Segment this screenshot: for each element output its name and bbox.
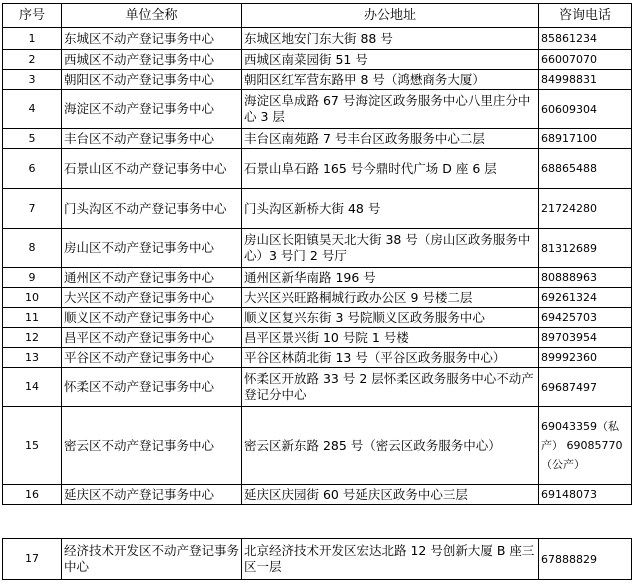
header-no: 序号 — [3, 4, 62, 28]
phone-number: 89703954 — [539, 328, 632, 348]
row-number: 6 — [3, 149, 62, 189]
unit-name: 东城区不动产登记事务中心 — [62, 28, 242, 50]
phone-number: 67888829 — [539, 539, 632, 580]
office-address: 北京经济技术开发区宏达北路 12 号创新大厦 B 座三区一层 — [242, 539, 539, 580]
office-address: 平谷区林荫北街 13 号（平谷区政务服务中心） — [242, 348, 539, 368]
row-number: 13 — [3, 348, 62, 368]
unit-name: 经济技术开发区不动产登记事务中心 — [62, 539, 242, 580]
unit-name: 房山区不动产登记事务中心 — [62, 229, 242, 268]
phone-number: 84998831 — [539, 70, 632, 90]
office-address: 怀柔区开放路 33 号 2 层怀柔区政务服务中心不动产登记分中心 — [242, 368, 539, 407]
unit-name: 密云区不动产登记事务中心 — [62, 407, 242, 485]
phone-number: 68917100 — [539, 129, 632, 149]
office-address: 石景山阜石路 165 号今鼎时代广场 D 座 6 层 — [242, 149, 539, 189]
table-row — [3, 308, 632, 328]
unit-name: 通州区不动产登记事务中心 — [62, 268, 242, 288]
phone-number: 68865488 — [539, 149, 632, 189]
unit-name: 怀柔区不动产登记事务中心 — [62, 368, 242, 407]
row-number: 17 — [3, 539, 62, 580]
unit-name: 大兴区不动产登记事务中心 — [62, 288, 242, 308]
phone-number: 69261324 — [539, 288, 632, 308]
unit-name: 门头沟区不动产登记事务中心 — [62, 189, 242, 229]
office-address: 密云区新东路 285 号（密云区政务服务中心） — [242, 407, 539, 485]
table-row — [3, 50, 632, 70]
phone-number: 21724280 — [539, 189, 632, 229]
row-number: 2 — [3, 50, 62, 70]
unit-name: 丰台区不动产登记事务中心 — [62, 129, 242, 149]
office-address: 大兴区兴旺路桐城行政办公区 9 号楼二层 — [242, 288, 539, 308]
phone-number: 69043359（私产） 69085770（公产） — [539, 407, 632, 485]
office-address: 房山区长阳镇昊天北大街 38 号（房山区政务服务中心）3 号门 2 号厅 — [242, 229, 539, 268]
row-number: 8 — [3, 229, 62, 268]
unit-name: 昌平区不动产登记事务中心 — [62, 328, 242, 348]
phone-number: 85861234 — [539, 28, 632, 50]
table-row — [3, 288, 632, 308]
office-address: 西城区南菜园街 51 号 — [242, 50, 539, 70]
office-address: 朝阳区红军营东路甲 8 号（鸿懋商务大厦） — [242, 70, 539, 90]
phone-number: 81312689 — [539, 229, 632, 268]
phone-number: 80888963 — [539, 268, 632, 288]
phone-number: 69687497 — [539, 368, 632, 407]
office-address: 通州区新华南路 196 号 — [242, 268, 539, 288]
table-row — [3, 348, 632, 368]
unit-name: 平谷区不动产登记事务中心 — [62, 348, 242, 368]
office-address: 顺义区复兴东街 3 号院顺义区政务服务中心 — [242, 308, 539, 328]
table-row — [3, 485, 632, 505]
table-row — [3, 229, 632, 268]
unit-name: 顺义区不动产登记事务中心 — [62, 308, 242, 328]
row-number: 9 — [3, 268, 62, 288]
row-number: 10 — [3, 288, 62, 308]
row-number: 14 — [3, 368, 62, 407]
phone-number: 69148073 — [539, 485, 632, 505]
row-number: 3 — [3, 70, 62, 90]
supplementary-table — [2, 538, 632, 580]
row-number: 7 — [3, 189, 62, 229]
table-header-row — [3, 4, 632, 28]
office-address: 延庆区庆园街 60 号延庆区政务中心三层 — [242, 485, 539, 505]
table-row — [3, 328, 632, 348]
row-number: 1 — [3, 28, 62, 50]
table-row — [3, 70, 632, 90]
header-address: 办公地址 — [242, 4, 539, 28]
row-number: 4 — [3, 90, 62, 129]
table-row — [3, 268, 632, 288]
table-body — [3, 28, 632, 505]
table-row — [3, 539, 632, 580]
table-row — [3, 90, 632, 129]
table-row — [3, 368, 632, 407]
table-row — [3, 189, 632, 229]
phone-number: 60609304 — [539, 90, 632, 129]
row-number: 16 — [3, 485, 62, 505]
header-name: 单位全称 — [62, 4, 242, 28]
row-number: 12 — [3, 328, 62, 348]
phone-number: 66007070 — [539, 50, 632, 70]
office-address: 丰台区南苑路 7 号丰台区政务服务中心二层 — [242, 129, 539, 149]
phone-number: 89992360 — [539, 348, 632, 368]
office-address: 门头沟区新桥大街 48 号 — [242, 189, 539, 229]
unit-name: 西城区不动产登记事务中心 — [62, 50, 242, 70]
table-row — [3, 407, 632, 485]
row-number: 11 — [3, 308, 62, 328]
unit-name: 朝阳区不动产登记事务中心 — [62, 70, 242, 90]
unit-name: 延庆区不动产登记事务中心 — [62, 485, 242, 505]
table-row — [3, 28, 632, 50]
phone-number: 69425703 — [539, 308, 632, 328]
office-address: 昌平区景兴街 10 号院 1 号楼 — [242, 328, 539, 348]
row-number: 15 — [3, 407, 62, 485]
unit-name: 海淀区不动产登记事务中心 — [62, 90, 242, 129]
header-phone: 咨询电话 — [539, 4, 632, 28]
office-address: 海淀区阜成路 67 号海淀区政务服务中心八里庄分中心 3 层 — [242, 90, 539, 129]
row-number: 5 — [3, 129, 62, 149]
table-row — [3, 149, 632, 189]
registration-centers-table — [2, 3, 632, 505]
table-row — [3, 129, 632, 149]
unit-name: 石景山区不动产登记事务中心 — [62, 149, 242, 189]
office-address: 东城区地安门东大街 88 号 — [242, 28, 539, 50]
